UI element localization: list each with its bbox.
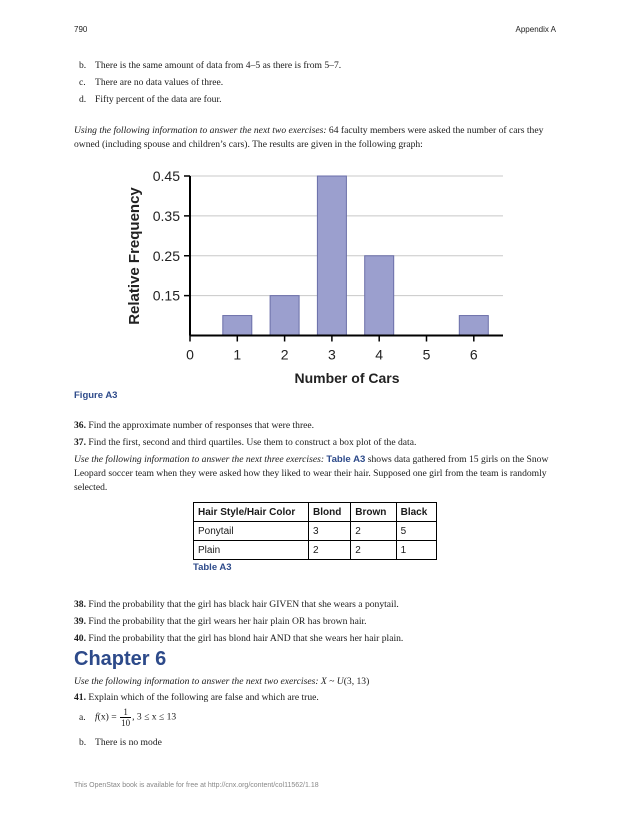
- x-tick-label: 2: [280, 346, 289, 363]
- intro-text: shows data gathered from 15 girls on the Snow Leopard soccer team when they were asked how they liked to wear their hair. Supposed one girl from the team is randomly selected.: [74, 454, 549, 493]
- x-tick-label: 6: [469, 346, 478, 363]
- y-axis-label: Relative Frequency: [126, 187, 143, 325]
- figure-caption: Figure A3: [74, 390, 118, 401]
- fraction: [120, 707, 131, 728]
- exercise-41: [74, 691, 564, 705]
- intro-text: 64 faculty members were asked the number of cars they owned (including spouse and children’s cars). The results are given in the following graph:: [74, 125, 544, 150]
- table-header: Brown: [351, 503, 396, 522]
- bar: [317, 176, 346, 336]
- intro-italic: Using the following information to answer the next two exercises:: [74, 125, 327, 136]
- x-tick-label: 0: [186, 346, 194, 363]
- option-a: [79, 707, 559, 728]
- bar: [223, 316, 252, 336]
- option-b-uniform: [79, 736, 559, 750]
- exercise-37: [74, 436, 564, 450]
- exercise-text: Find the probability that the girl wears her hair plain OR has brown hair.: [86, 616, 367, 627]
- bar: [459, 316, 488, 336]
- y-tick-label: 0.45: [152, 168, 180, 184]
- x-tick-label: 4: [375, 346, 384, 363]
- table-cell: 2: [351, 541, 396, 560]
- bar-chart: [0, 0, 630, 400]
- intro-italic: Use the following information to answer the next two exercises: X ~ U: [74, 676, 344, 687]
- running-header: Appendix A: [515, 25, 556, 34]
- exercise-text: Find the approximate number of responses that were three.: [86, 420, 315, 431]
- fraction-denominator: 10: [121, 718, 131, 728]
- exercise-40: [74, 632, 564, 646]
- table-header: Hair Style/Hair Color: [194, 503, 309, 522]
- exercise-text: Find the probability that the girl has blond hair AND that she wears her hair plain.: [86, 633, 404, 644]
- table-cell: 1: [396, 541, 436, 560]
- fraction-numerator: 1: [120, 707, 131, 718]
- y-tick-label: 0.35: [152, 207, 180, 224]
- table-header-row: [194, 503, 437, 522]
- option-letter: d.: [79, 94, 87, 105]
- option-text: There are no data values of three.: [95, 77, 224, 88]
- table-row: [194, 541, 437, 560]
- option-letter: b.: [79, 737, 87, 748]
- exercise-36: [74, 419, 564, 433]
- table-cell: Plain: [194, 541, 309, 560]
- exercise-text: Find the probability that the girl has black hair GIVEN that she wears a ponytail.: [86, 599, 399, 610]
- exercise-text: Find the first, second and third quartiles. Use them to construct a box plot of the data.: [86, 437, 417, 448]
- hair-table: [193, 502, 437, 560]
- exercise-number: 38.: [74, 599, 86, 610]
- table-cell: 3: [309, 522, 351, 541]
- domain-condition: , 3 ≤ x ≤ 13: [132, 711, 177, 723]
- option-letter: a.: [79, 711, 86, 723]
- intro-paragraph-hair: [74, 453, 564, 495]
- function-name: f: [95, 711, 98, 723]
- y-tick-label: 0.15: [152, 287, 180, 304]
- option-text: There is no mode: [95, 737, 162, 748]
- exercise-number: 36.: [74, 420, 86, 431]
- footer-note: This OpenStax book is available for free at http://cnx.org/content/col11562/1.18: [74, 782, 319, 789]
- exercise-39: [74, 615, 564, 629]
- bar: [270, 296, 299, 336]
- page-number: 790: [74, 25, 88, 34]
- table-header: Black: [396, 503, 436, 522]
- exercise-text: Explain which of the following are false and which are true.: [86, 692, 319, 703]
- option-letter: c.: [79, 77, 86, 88]
- table-cell: Ponytail: [194, 522, 309, 541]
- table-row: [194, 522, 437, 541]
- y-tick-label: 0.25: [152, 247, 180, 264]
- intro-text: (3, 13): [343, 676, 370, 687]
- function-argument: (x) =: [97, 711, 120, 723]
- table-cell: 2: [309, 541, 351, 560]
- x-tick-label: 3: [328, 346, 336, 363]
- option-text: There is the same amount of data from 4–5 as there is from 5–7.: [95, 60, 342, 71]
- intro-paragraph-uniform: [74, 675, 564, 689]
- bar: [365, 256, 394, 336]
- exercise-number: 41.: [74, 692, 86, 703]
- table-caption: Table A3: [193, 562, 232, 573]
- exercise-38: [74, 598, 564, 612]
- x-tick-label: 5: [422, 346, 431, 363]
- exercise-number: 39.: [74, 616, 86, 627]
- exercise-number: 37.: [74, 437, 86, 448]
- intro-italic: Use the following information to answer the next three exercises:: [74, 454, 325, 465]
- exercise-number: 40.: [74, 633, 86, 644]
- chapter-heading: Chapter 6: [74, 648, 167, 670]
- option-letter: b.: [79, 60, 87, 71]
- option-text: Fifty percent of the data are four.: [95, 94, 222, 105]
- x-tick-label: 1: [233, 346, 242, 363]
- table-link[interactable]: Table A3: [326, 454, 366, 465]
- table-cell: 2: [351, 522, 396, 541]
- table-header: Blond: [309, 503, 351, 522]
- table-cell: 5: [396, 522, 436, 541]
- x-axis-label: Number of Cars: [294, 370, 400, 386]
